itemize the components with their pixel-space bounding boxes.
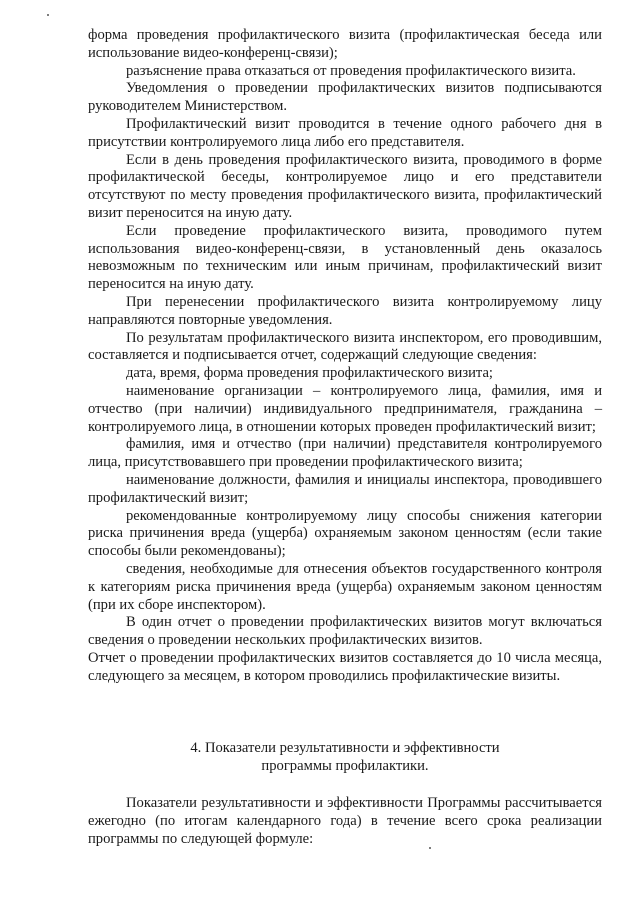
scan-speck [47, 14, 49, 16]
paragraph: Показатели результативности и эффективности Программы рассчитывается ежегодно (по итогам календарного года) в течение всего срока реализации программы по следующей формуле: [88, 795, 602, 847]
paragraph: Уведомления о проведении профилактических визитов подписываются руководителем Министерством. [88, 80, 602, 115]
list-item: наименование должности, фамилия и инициалы инспектора, проводившего профилактический визит; [88, 471, 602, 506]
list-item: сведения, необходимые для отнесения объектов государственного контроля к категориям риска причинения вреда (ущерба) охраняемым законом ценностям (при их сборе инспектором). [88, 560, 602, 613]
paragraph: разъяснение права отказаться от проведения профилактического визита. [126, 62, 576, 79]
section-heading [88, 739, 602, 775]
paragraph: Профилактический визит проводится в течение одного рабочего дня в присутствии контролируемого лица либо его представителя. [88, 115, 602, 150]
body-text [88, 27, 602, 685]
paragraph: При перенесении профилактического визита контролируемому лицу направляются повторные уведомления. [88, 293, 602, 328]
paragraph: форма проведения профилактического визита (профилактическая беседа или использование видео-конференц-связи); [88, 27, 602, 61]
list-item: фамилия, имя и отчество (при наличии) представителя контролируемого лица, присутствовавшего при проведении профилактического визита; [88, 436, 602, 471]
paragraph: Если проведение профилактического визита, проводимого путем использования видео-конференц-связи, в установленный день оказалось невозможным по техническим или иным причинам, профилактический визит переносится на иную дату. [88, 222, 602, 293]
section-heading-line: 4. Показатели результативности и эффективности [190, 740, 500, 756]
section-body [88, 795, 602, 848]
paragraph: Если в день проведения профилактического визита, проводимого в форме профилактической беседы, контролируемое лицо и его представители отсутствуют по месту проведения профилактического визита, профилактический визит переносится на иную дату. [88, 151, 602, 221]
paragraph: Отчет о проведении профилактических визитов составляется до 10 числа месяца, следующего за месяцем, в котором проводились профилактические визиты. [88, 649, 602, 684]
list-item: наименование организации – контролируемого лица, фамилия, имя и отчество (при наличии) индивидуального предпринимателя, гражданина – контролируемого лица, в отношении которых проведен профилактический визит; [88, 382, 602, 435]
list-item: рекомендованные контролируемому лицу способы снижения категории риска причинения вреда (ущерба) охраняемым законом ценностям (если такие способы были рекомендованы); [88, 507, 602, 560]
paragraph: В один отчет о проведении профилактических визитов могут включаться сведения о проведении нескольких профилактических визитов. [88, 614, 602, 649]
list-item: дата, время, форма проведения профилактического визита; [126, 365, 493, 382]
paragraph: По результатам профилактического визита инспектором, его проводившим, составляется и подписывается отчет, содержащий следующие сведения: [88, 329, 602, 364]
section-heading-line: программы профилактики. [261, 758, 429, 774]
